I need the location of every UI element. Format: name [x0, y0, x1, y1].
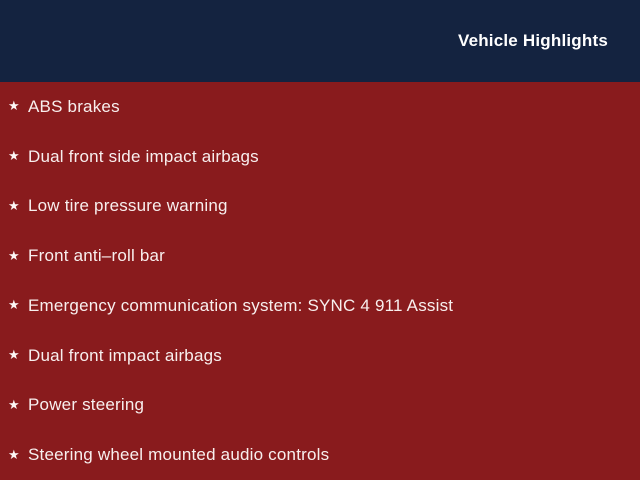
list-item-label: Front anti–roll bar — [28, 246, 166, 266]
list-item — [0, 82, 640, 132]
star-bullet-icon: ★ — [8, 148, 20, 164]
list-item-label: Low tire pressure warning — [28, 196, 228, 216]
star-bullet-icon: ★ — [8, 98, 20, 114]
list-item-label: Dual front impact airbags — [28, 345, 222, 365]
list-item-label: Power steering — [28, 395, 145, 415]
list-item — [0, 281, 640, 331]
list-item-label: Steering wheel mounted audio controls — [28, 445, 330, 465]
list-item — [0, 132, 640, 182]
panel-header — [0, 0, 640, 82]
panel-title: Vehicle Highlights — [457, 31, 608, 50]
highlights-list — [0, 82, 640, 480]
list-item — [0, 182, 640, 232]
star-bullet-icon: ★ — [8, 446, 20, 462]
star-bullet-icon: ★ — [8, 396, 20, 412]
star-bullet-icon: ★ — [8, 197, 20, 213]
list-item-label: Dual front side impact airbags — [28, 146, 259, 166]
list-item — [0, 381, 640, 431]
list-item — [0, 231, 640, 281]
list-item — [0, 430, 640, 480]
star-bullet-icon: ★ — [8, 247, 20, 263]
list-item-label: Emergency communication system: SYNC 4 911 Assist — [28, 295, 454, 315]
star-bullet-icon: ★ — [8, 297, 20, 313]
list-item — [0, 331, 640, 381]
star-bullet-icon: ★ — [8, 347, 20, 363]
list-item-label: ABS brakes — [28, 96, 120, 116]
